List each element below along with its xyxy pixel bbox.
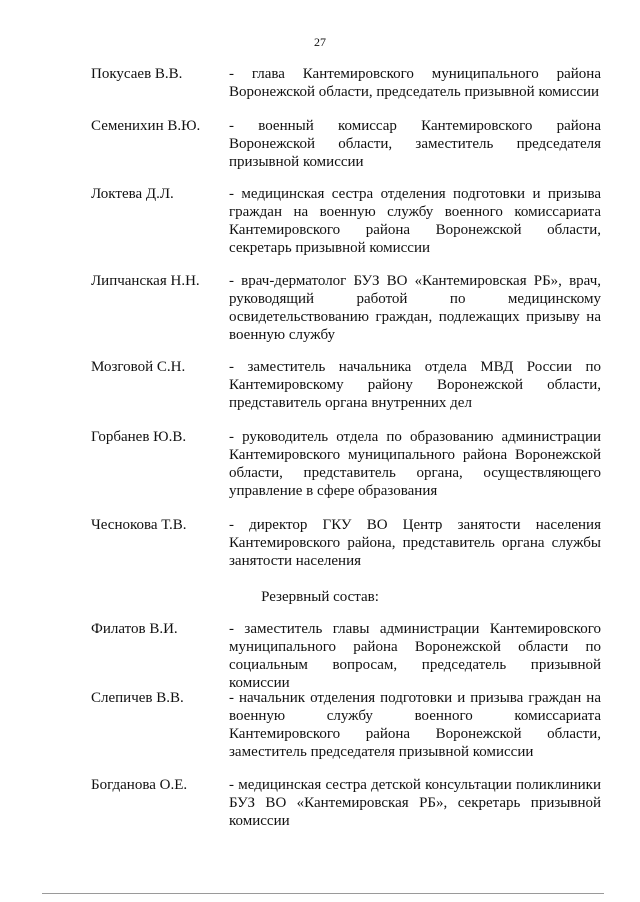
member-name: Богданова О.Е.	[91, 777, 188, 793]
member-role: - заместитель начальника отдела МВД России по Кантемировскому району Воронежской области, представитель органа внутренних дел	[229, 359, 601, 411]
member-name: Чеснокова Т.В.	[91, 517, 187, 533]
member-name: Семенихин В.Ю.	[91, 118, 201, 134]
member-role: - медицинская сестра отделения подготовки и призыва граждан на военную службу военного комиссариата Кантемировского района Воронежской области, секретарь призывной комиссии	[229, 186, 601, 256]
member-role: - начальник отделения подготовки и призыва граждан на военную службу военного комиссариата Кантемировского района Воронежской области, заместитель председателя призывной комиссии	[229, 690, 601, 760]
member-role: - руководитель отдела по образованию администрации Кантемировского муниципального района Воронежской области, представитель органа, осуществляющего управление в сфере образования	[229, 429, 601, 499]
member-name: Слепичев В.В.	[91, 690, 184, 706]
member-name: Покусаев В.В.	[91, 66, 183, 82]
member-role: - директор ГКУ ВО Центр занятости населения Кантемировского района, представитель органа службы занятости населения	[229, 517, 601, 569]
member-name: Липчанская Н.Н.	[91, 273, 200, 289]
member-role: - заместитель главы администрации Кантемировского муниципального района Воронежской области по социальным вопросам, председатель призывной комиссии	[229, 621, 601, 691]
member-role: - врач-дерматолог БУЗ ВО «Кантемировская РБ», врач, руководящий работой по медицинскому освидетельствованию граждан, подлежащих призыву на военную службу	[229, 273, 601, 343]
member-role: - глава Кантемировского муниципального района Воронежской области, председатель призывной комиссии	[229, 66, 601, 100]
member-name: Филатов В.И.	[91, 621, 178, 637]
member-name: Локтева Д.Л.	[91, 186, 174, 202]
member-name: Горбанев Ю.В.	[91, 429, 187, 445]
member-role: - медицинская сестра детской консультации поликлиники БУЗ ВО «Кантемировская РБ», секретарь призывной комиссии	[229, 777, 601, 829]
reserve-heading: Резервный состав:	[261, 589, 379, 605]
page-number: 27	[314, 35, 326, 49]
member-name: Мозговой С.Н.	[91, 359, 186, 375]
bottom-divider	[42, 893, 604, 894]
member-role: - военный комиссар Кантемировского района Воронежской области, заместитель председателя призывной комиссии	[229, 118, 601, 170]
